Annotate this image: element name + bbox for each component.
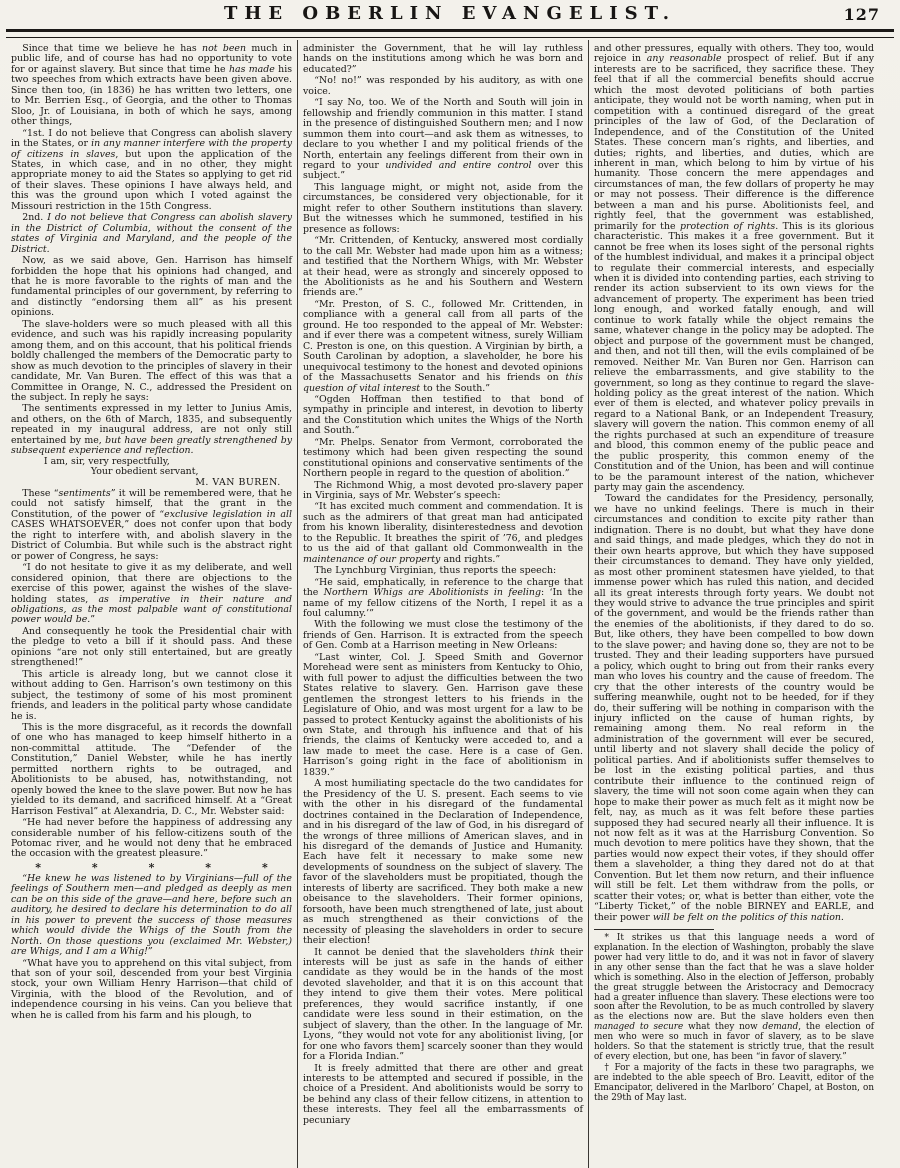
column-right bbox=[588, 40, 879, 1168]
asterisk-separator bbox=[11, 862, 292, 873]
article-paragraph: These “sentiments” it will be remembered were, that he could not satisfy himself, that the grant in the Constitution, of the power of “exclusive legislation in all CASES WHATSOEVER,” does not confer upon that body the right to interfere with, and abolish slavery in the District of Columbia. But while such is the abstract right or power of Congress, he says: bbox=[11, 488, 292, 562]
quoted-extract: “He had never before the happiness of addressing any considerable number of his fellow-citizens south of the Potomac river, and he would not deny that he embraced the occasion with the greatest pleasure.” bbox=[11, 817, 292, 860]
quoted-extract: “I do not hesitate to give it as my deliberate, and well considered opinion, that there are objections to the exercise of this power, against the wishes of the slave-holding states, as imperative in their nature and obligations, as the most palpable want of constitutional power would be.” bbox=[11, 562, 292, 626]
masthead-double-rule bbox=[6, 29, 894, 38]
article-paragraph: This language might, or might not, aside from the circumstances, be considered very objectionable, for it might refer to other Southern institutions than slavery. But the witnesses which he summoned, testified in his presence as follows: bbox=[303, 181, 583, 235]
article-columns bbox=[6, 40, 894, 1168]
article-paragraph: A most humiliating spectacle do the two candidates for the Presidency of the U. S. present. Each seems to vie with the other in his disregard of the fundamental doctrines contained in the Declaration of Independence, and in his disregard of the law of God, in his disregard of the wrongs of three millions of American slaves, and in his disregard of the demands of Justice and Humanity. Each have felt it necessary to make some new developments of soundness on the subject of slavery. The favor of the slaveholders must be propitiated, though the interests of liberty are sacrificed. They both make a new obeisance to the slaveholders. Their former opinions, forsooth, have been much strengthened of late, just about as much strengthened as their convictions of the necessity of pleasing the slaveholders in order to secure their election! bbox=[303, 778, 583, 947]
footnote-rule bbox=[594, 929, 714, 930]
signature-line: Your obedient servant, bbox=[90, 466, 199, 478]
quoted-extract: “Ogden Hoffman then testified to that bond of sympathy in principle and interest, in devotion to liberty and the Constitution which unites the Whigs of the North and South.” bbox=[303, 393, 583, 437]
footnote-paragraph: * It strikes us that this language needs a word of explanation. In the election of Washington, probably the slave power had very little to do, and it was not in favor of slavery in any other sense than the fact that he was a slave holder which is something. Also in the election of Jefferson, probably the great struggle between the Aristocracy and Democracy had a greater influence than slavery. These elections were too soon after the Revolution, to be as much controlled by slavery as the elections now are. But the slave holders even then managed to secure what they now demand, the election of men who were so much in favor of slavery, as to be slave holders. So that the statement is strictly true, that the result of every election, but one, has been “in favor of slavery.” bbox=[594, 933, 875, 1062]
asterisk-glyph: * bbox=[91, 860, 98, 874]
signature-line: M. VAN BUREN. bbox=[195, 476, 281, 488]
article-paragraph: With the following we must close the testimony of the friends of Gen. Harrison. It is extracted from the speech of Gen. Comb at a Harrison meeting in New Orleans: bbox=[303, 619, 583, 652]
article-paragraph: Now, as we said above, Gen. Harrison has himself forbidden the hope that his opinions had changed, and that he is more favorable to the rights of man and the fundamental principles of our government, by referring to and distinctly “endorsing them all” as his present opinions. bbox=[11, 255, 292, 319]
article-paragraph: Since that time we believe he has not been much in public life, and of course has had no opportunity to vote for or against slavery. But since that time he has made his two speeches from which extracts have been given above. Since then too, (in 1836) he has written two letters, one to Mr. Berrien Esq., of Georgia, and the other to Thomas Sloo, Jr. of Louisiana, in both of which he says, among other things, bbox=[11, 43, 293, 128]
quoted-extract: “He said, emphatically, in reference to the charge that the Northern Whigs are Abolitionists in feeling: ‘In the name of my fellow citizens of the North, I repel it as a foul calumny.’” bbox=[303, 576, 583, 620]
footnote-paragraph: † For a majority of the facts in these two paragraphs, we are indebted to the able speech of Bro. Leavitt, editor of the Emancipator, delivered in the Marlboro’ Chapel, at Boston, on the 29th of May last. bbox=[594, 1062, 874, 1103]
quoted-extract: 2nd. I do not believe that Congress can abolish slavery in the District of Columbia, without the consent of the states of Virginia and Maryland, and the people of the District. bbox=[11, 212, 293, 255]
article-paragraph: The slave-holders were so much pleased with all this evidence, and such was his rapidly increasing popularity among them, and on this account, that his political friends boldly challenged the members of the Democratic party to show as much devotion to the principles of slavery in their candidate, Mr. Van Buren. The effect of this was that a Committee in Orange, N. C., addressed the President on the subject. In reply he says: bbox=[11, 318, 292, 403]
article-paragraph: and other pressures, equally with others. They too, would rejoice in any reasonable prospect of relief. But if any interests are to be sacrificed, they sacrifice these. They feel that if all the commercial benefits should accrue which the most devoted politicians of both parties anticipate, they would not be worth naming, when put in competition with a continued disregard of the great principles of the law of God, of the Declaration of Independence, and of the Constitution of the United States. These concern man’s rights, and liberties, and duties; rights, and liberties, and duties, which are inherent in man, which belong to him by virtue of his humanity. Those concern the mere appendages and circumstances of man, the few dollars of property he may or may not possess. Their difference is the difference between a man and his purse. Abolitionists feel, and rightly feel, that the government was established, primarily for the protection of rights. This is its glorious characteristic. This makes it a free government. But it cannot be free when its loses sight of the personal rights of the humblest individual, and makes it a principal object to regulate their commercial interests, and especially when it is divided into contending parties, each striving to render its action subservient to its own views for the advancement of property. The experiment has been tried long enough, and worked fatally enough, and will continue to work fatally while the object remains the same, whatever change in the policy may be adopted. The object and purpose of the government must be changed, and then, and not till then, will the evils complained of be removed. Neither Mr. Van Buren nor Gen. Harrison can relieve the embarrassments, and give stability to the government, so long as they continue to regard the slave-holding policy as the great interest of the nation. Which ever of them is elected, and whatever policy prevails in regard to a National Bank, or an Independent Treasury, slavery will govern the nation. This common enemy of all the rights purchased at such an expenditure of treasure and blood, this common enemy of the public peace and the public prosperity, this common enemy of the Constitution and of the Union, has been and will continue to be the paramount interest of the nation, whichever party may gain the ascendency. bbox=[594, 43, 874, 494]
asterisk-glyph: * bbox=[148, 860, 155, 874]
article-paragraph: The Richmond Whig, a most devoted pro-slavery paper in Virginia, says of Mr. Webster’s speech: bbox=[303, 479, 583, 502]
article-paragraph: It cannot be denied that the slaveholders think their interests will be just as safe in the hands of either candidate as they would be in the hands of the most devoted slaveholder, and that it is on this account that they intend to give them their votes. Mere political preferences, they would sacrifice instantly, if one candidate were less sound in their estimation, on the subject of slavery, than the other. In the language of Mr. Lyons, “they would not vote for any abolitionist living, [or for one who favors them] scarcely sooner than they would for a Florida Indian.” bbox=[303, 946, 583, 1063]
quoted-extract: “Last winter, Col. J. Speed Smith and Governor Morehead were sent as ministers from Kentucky to Ohio, with full power to adjust the difficulties between the two States relative to slavery. Gen. Harrison gave these gentlemen the strongest letters to his friends in the Legislature of Ohio, and was most urgent for a law to be passed to protect Kentucky against the abolitionists of his own State, and through his influence and that of his friends, the claims of Kentucky were acceded to, and a law made to meet the case. Here is a case of Gen. Harrison’s going right in the face of abolitionism in 1839.” bbox=[303, 651, 583, 778]
column-center bbox=[297, 40, 588, 1168]
article-paragraph: Toward the candidates for the Presidency, personally, we have no unkind feelings. There is much in their circumstances and condition to excite pity rather than indignation. There is no doubt, but what they have done and said things, and made pledges, which they do not in their own hearts approve, but which they have supposed their circumstances to demand. They have only yielded, as most other prominent statesmen have yielded, to that immense power which has ruled this nation, and decided all its great interests through forty years. We doubt not they would strive to advance the true principles and spirit of the government, and would be the friends rather than the enemies of the abolitionists, if they dared to do so. But, like others, they have been compelled to bow down to the slave power; and having done so, they are not to be trusted. They and their leading supporters have pursued a policy, which ought to bring out from their ranks every man who loves his country and the cause of freedom. The cry that the other interests of the country would be suffering meanwhile, ought not to be heeded, for if they do, their suffering will be nothing in comparison with the injury inflicted on the cause of human rights, by remaining among them. No real reform in the administration of the government will ever be secured, until liberty and not slavery shall decide the policy of political parties. And if abolitionists suffer themselves to be lost in the existing political parties, and thus contribute their influence to the continued reign of slavery, the time will not soon come again when they can hope to make their power as much felt as it might now be felt, nay, as much as it was felt before these parties supposed they had secured nearly all their influence. It is not now felt as it was at the Harrisburg Convention. So much devotion to mere politics have they shown, that the parties would now expect their votes, if they should offer them a slaveholder, a thing they dared not do at that Convention. But let them now return, and their influence will still be felt. Let them withdraw from the polls, or scatter their votes; or, what is better than either, vote the “Liberty Ticket,” of the noble BIRNEY and EARLE, and their power will be felt on the politics of this nation. bbox=[594, 493, 874, 923]
article-paragraph: This is the more disgraceful, as it records the downfall of one who has managed to keep himself hitherto in a non-committal attitude. The “Defender of the Constitution,” Daniel Webster, while he has inertly permitted northern rights to be outraged, and Abolitionists to be abused, has, notwithstanding, not openly bowed the knee to the slave power. But now he has yielded to its demand, and sacrificed himself. At a “Great Harrison Festival” at Alexandria, D. C., Mr. Webster said: bbox=[11, 722, 292, 817]
masthead bbox=[6, 2, 894, 28]
article-paragraph: And consequently he took the Presidential chair with the pledge to veto a bill if it should pass. And these opinions “are not only still entertained, but are greatly strengthened!” bbox=[11, 625, 292, 669]
quoted-extract: “1st. I do not believe that Congress can abolish slavery in the States, or in any manner interfere with the property of citizens in slaves, but upon the application of the States, in which case, and in no other, they might appropriate money to aid the States so applying to get rid of their slaves. These opinions I have always held, and this was the ground upon which I voted against the Missouri restriction in the 15th Congress. bbox=[11, 127, 293, 212]
asterisk-glyph: * bbox=[205, 860, 212, 874]
page-number: 127 bbox=[843, 5, 880, 24]
article-paragraph: This article is already long, but we cannot close it without adding to Gen. Harrison’s own testimony on this subject, the testimony of some of his most prominent friends, and leaders in the political party whose candidate he is. bbox=[11, 668, 292, 722]
quoted-extract: “No! no!” was responded by his auditory, as with one voice. bbox=[303, 75, 583, 97]
article-paragraph: administer the Government, that he will lay ruthless hands on the institutions among which he was born and educated?” bbox=[303, 43, 583, 75]
article-paragraph: The Lynchburg Virginian, thus reports the speech: bbox=[314, 565, 557, 577]
quoted-extract: “Mr. Crittenden, of Kentucky, answered most cordially to the call Mr. Webster had made upon him as a witness; and testified that the Northern Whigs, with Mr. Webster at their head, were as strongly and sincerely opposed to the Abolitionists as he and his Southern and Western friends are.” bbox=[303, 235, 583, 299]
quoted-extract: “I say No, too. We of the North and South will join in fellowship and friendly communion in this matter. I stand in the presence of distinguished Southern men; and I now summon them into court—and ask them as witnesses, to declare to you whether I and my political friends of the North, entertain any feelings different from their own in regard to your undivided and entire control over this subject.” bbox=[303, 97, 584, 182]
masthead-title: THE OBERLIN EVANGELIST. bbox=[224, 3, 676, 24]
italic-extract: “He knew he was listened to by Virginians—full of the feelings of Southern men—and pledged as deeply as men can be on this side of the grave—and here, before such an auditory, he desired to declare his determination to do all in his power to prevent the success of those measures which would divide the Whigs of the South from the North. On those questions you (exclaimed Mr. Webster,) are Whigs, and I am a Whig!” bbox=[11, 872, 292, 958]
asterisk-glyph: * bbox=[35, 860, 41, 874]
signature-block bbox=[11, 457, 292, 488]
column-left bbox=[6, 40, 297, 1168]
article-paragraph: It is freely admitted that there are other and great interests to be attempted and secured if possible, in the choice of a President. And abolitionists would be sorry to be behind any class of their fellow citizens, in attention to these interests. They feel all the embarrassments of pecuniary bbox=[303, 1062, 583, 1126]
quoted-extract: The sentiments expressed in my letter to Junius Amis, and others, on the 6th of March, 1835, and subsequently repeated in my inaugural address, are not only still entertained by me, but have been greatly strengthened by subsequent experience and reflection. bbox=[11, 403, 292, 457]
quoted-extract: “Mr. Preston, of S. C., followed Mr. Crittenden, in compliance with a general call from all parts of the ground. He too responded to the appeal of Mr. Webster: and if ever there was a competent witness, surely William C. Preston is one, on this question. A Virginian by birth, a South Carolinan by adoption, a slaveholder, he bore his unequivocal testimony to the honest and devoted opinions of the Massachusetts Senator and his friends on this question of vital interest to the South.” bbox=[303, 298, 583, 394]
quoted-extract: “Mr. Phelps. Senator from Vermont, corroborated the testimony which had been given respecting the sound constitutional opinions and conservative sentiments of the Northern people in regard to the question of abolition.” bbox=[303, 436, 583, 480]
quoted-extract: “What have you to apprehend on this vital subject, from that son of your soil, descended from your best Virginia stock, your own William Henry Harrison—that child of Virginia, with the blood of the Revolution, and of independence coursing in his veins. Can you believe that when he is called from his farm and his plough, to bbox=[11, 957, 292, 1021]
signature-line: I am, sir, very respectfully, bbox=[43, 455, 170, 467]
asterisk-glyph: * bbox=[262, 860, 268, 874]
quoted-extract: “It has excited much comment and commendation. It is such as the admirers of that great man had anticipated from his known liberality, disinterestedness and devotion to the Republic. It breathes the spirit of ’76, and pledges to us the aid of that gallant old Commonwealth in the maintenance of our property and rights.” bbox=[303, 501, 583, 565]
